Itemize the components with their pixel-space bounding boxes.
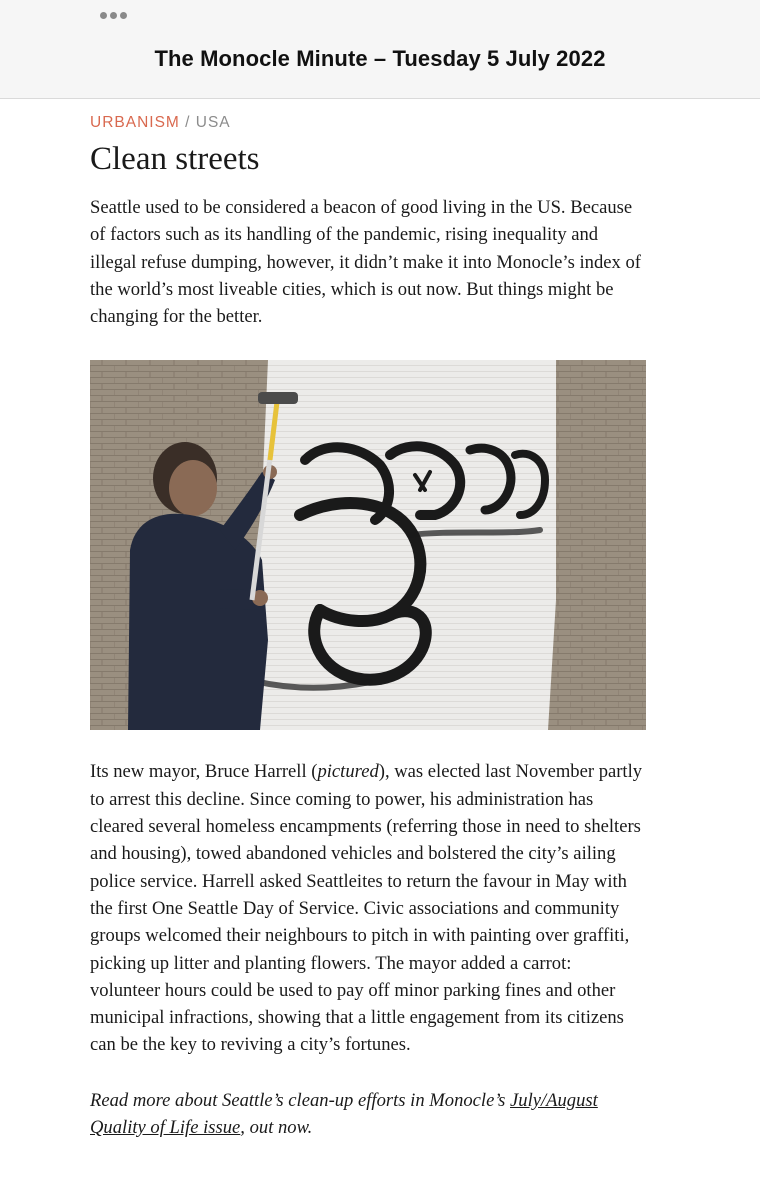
issue-link[interactable]: July/August Quality of Life issue — [90, 1089, 598, 1139]
intro-paragraph: Seattle used to be considered a beacon of good living in the US. Because of factors such as its handling of the pandemic, rising inequality and illegal refuse dumping, however, it didn’t make it into Monocle’s index of the world’s most liveable cities, which is out now. But things might be changing for the better. — [90, 197, 641, 328]
read-more-paragraph — [90, 1087, 646, 1142]
cta-text-start: Read more about Seattle’s clean-up efforts in Monocle’s — [90, 1089, 511, 1111]
headline: Clean streets — [90, 141, 260, 177]
kicker-separator: / — [185, 114, 191, 131]
dot — [110, 12, 117, 19]
photo-illustration — [90, 360, 646, 730]
dot — [120, 12, 127, 19]
article-photo — [90, 360, 646, 730]
header-bar — [0, 0, 760, 99]
page-title: The Monocle Minute – Tuesday 5 July 2022 — [154, 46, 606, 71]
body-text-start: Its new mayor, Bruce Harrell ( — [90, 761, 318, 783]
article — [90, 113, 646, 1141]
body-paragraph — [90, 758, 646, 1058]
dot — [100, 12, 107, 19]
body-text-rest: ), was elected last November partly to arrest this decline. Since coming to power, his administration has cleared several homeless encampments (referring those in need to shelters and housing), towed abandoned vehicles and bolstered the city’s ailing police service. Harrell asked Seattleites to return the favour in May with the first One Seattle Day of Service. Civic associations and community groups welcomed their neighbours to pitch in with painting over graffiti, picking up litter and planting flowers. The mayor added a carrot: volunteer hours could be used to pay off minor parking fines and other municipal infractions, showing that a little engagement from its citizens can be the key to reviving a city’s fortunes. — [90, 761, 643, 1056]
kicker — [90, 113, 646, 133]
pictured-italic: pictured — [317, 761, 379, 783]
region-link[interactable]: USA — [195, 114, 231, 131]
section-link[interactable]: URBANISM — [90, 114, 180, 131]
cta-text-end: , out now. — [240, 1117, 313, 1139]
more-dots-icon[interactable] — [100, 12, 127, 19]
